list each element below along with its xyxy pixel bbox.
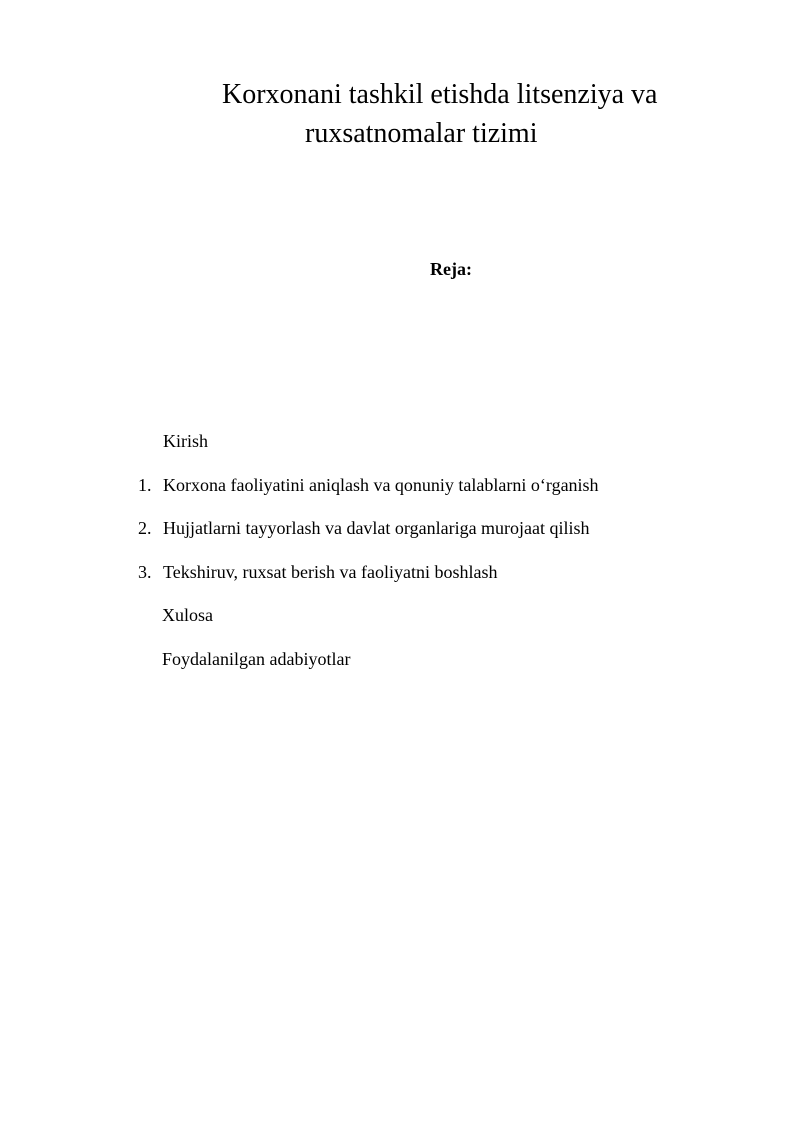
toc-item-number: 2. [138, 518, 152, 538]
toc-item-number: 3. [138, 562, 152, 582]
document-title-line-1: Korxonani tashkil etishda litsenziya va [222, 79, 658, 110]
toc-item-label: Korxona faoliyatini aniqlash va qonuniy talablarni o‘rganish [163, 475, 599, 495]
toc-item-number: 1. [138, 475, 152, 495]
toc-item-label: Foydalanilgan adabiyotlar [162, 649, 351, 669]
toc-item-label: Tekshiruv, ruxsat berish va faoliyatni boshlash [163, 562, 498, 582]
document-title-line-2: ruxsatnomalar tizimi [305, 118, 538, 149]
toc-item-label: Xulosa [162, 605, 213, 625]
toc-item-label: Hujjatlarni tayyorlash va davlat organlariga murojaat qilish [163, 518, 590, 538]
plan-heading: Reja: [430, 259, 472, 279]
toc-item-label: Kirish [163, 431, 208, 451]
